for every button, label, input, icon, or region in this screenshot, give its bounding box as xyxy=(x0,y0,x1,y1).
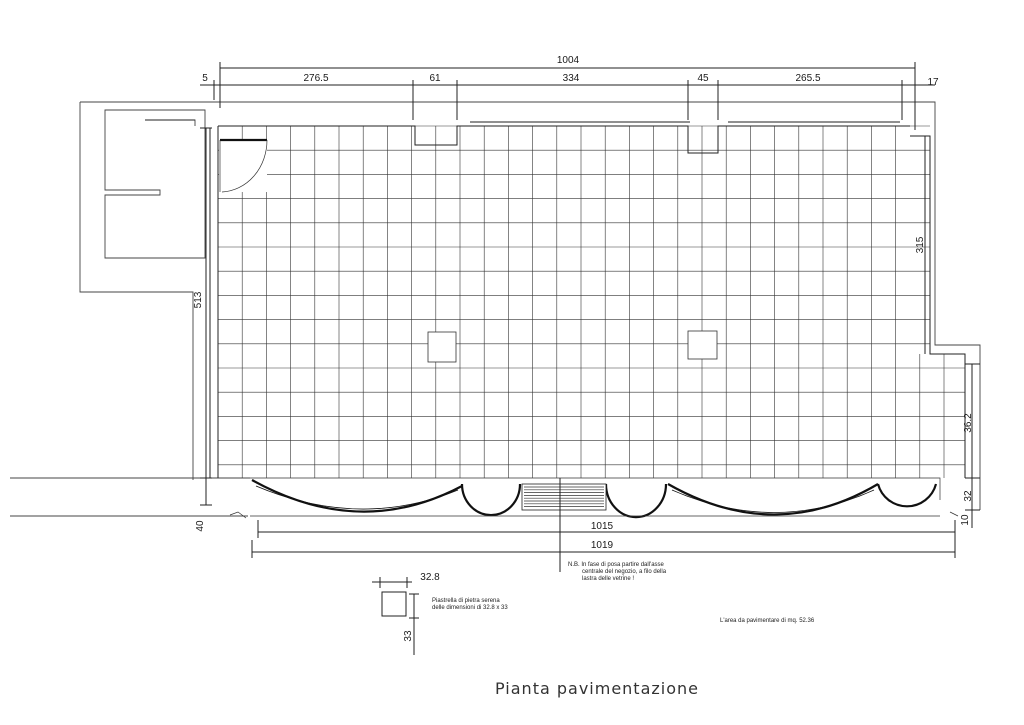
pillars xyxy=(428,331,717,362)
dim-bottom-right: 10 xyxy=(960,514,971,526)
dim-right-offset: 17 xyxy=(927,77,939,88)
note-area: L'area da pavimentare di mq. 52.36 xyxy=(720,618,815,624)
dimension-right xyxy=(925,136,980,528)
note-tile-line1: Piastrella di pietra serena xyxy=(432,598,500,604)
dim-total-top: 1004 xyxy=(556,55,580,66)
tile-grid xyxy=(218,126,965,478)
dim-tile-height: 33 xyxy=(403,630,414,642)
dim-height-right-bottom: 32 xyxy=(963,490,974,502)
note-nb-line3: lastra delle vetrine ! xyxy=(582,576,635,582)
door-swing xyxy=(219,140,267,192)
dim-seg-3: 334 xyxy=(562,73,580,84)
note-tile-line2: delle dimensioni di 32.8 x 33 xyxy=(432,605,508,611)
tile-legend xyxy=(372,577,419,655)
dim-seg-5: 265.5 xyxy=(795,73,821,84)
storefront-windows xyxy=(250,478,940,517)
dim-bottom-2: 1019 xyxy=(590,540,614,551)
dim-height-left: 513 xyxy=(193,291,204,309)
dim-bottom-1: 1015 xyxy=(590,521,614,532)
dim-height-right-upper: 315 xyxy=(915,236,926,254)
floor-outline xyxy=(145,120,965,478)
note-nb-line2: centrale del negozio, a filo della xyxy=(582,569,667,575)
drawing-title: Pianta pavimentazione xyxy=(495,679,699,698)
dim-bottom-left: 40 xyxy=(195,520,206,532)
surrounding-walls xyxy=(10,102,980,516)
dim-height-right-lower: 36.2 xyxy=(963,413,974,433)
dim-left-offset: 5 xyxy=(202,73,208,84)
dim-tile-width: 32.8 xyxy=(420,572,440,583)
note-nb-line1: N.B. In fase di posa partire dall'asse xyxy=(568,562,664,568)
dim-seg-2: 61 xyxy=(429,73,441,84)
dim-seg-1: 276.5 xyxy=(303,73,329,84)
dim-seg-4: 45 xyxy=(697,73,709,84)
